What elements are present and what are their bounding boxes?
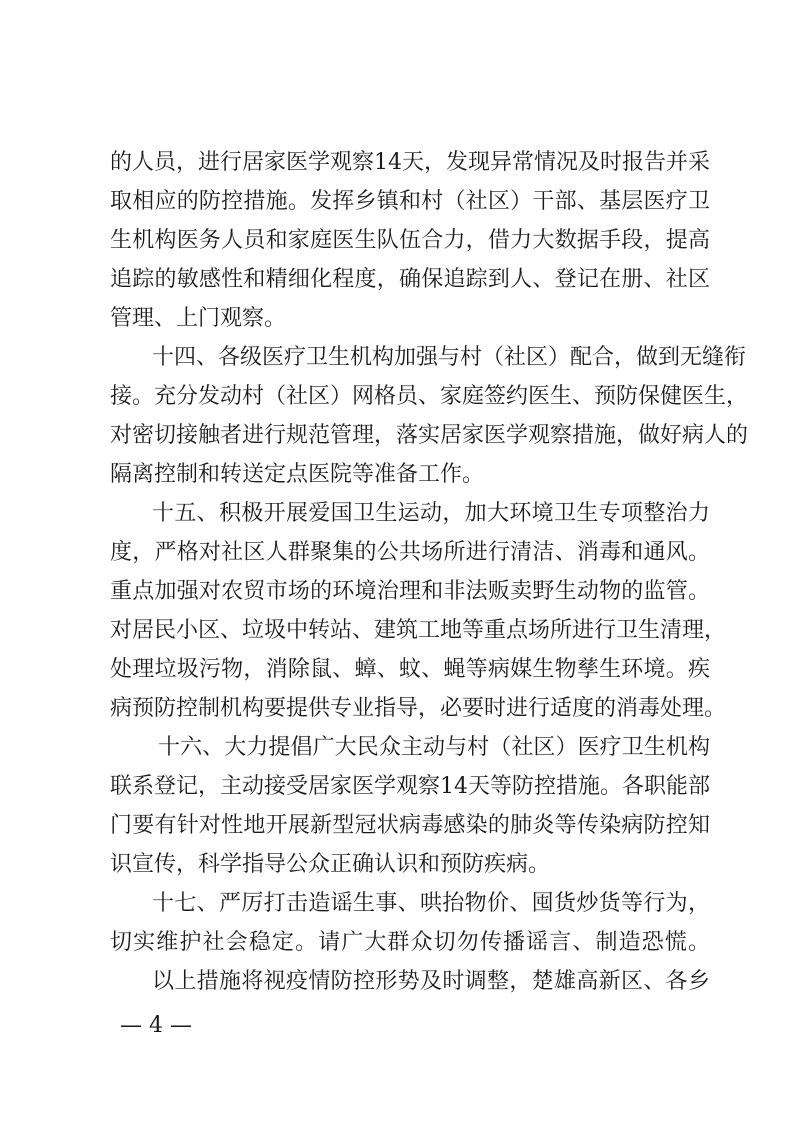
text-line: 重点加强对农贸市场的环境治理和非法贩卖野生动物的监管。 <box>110 579 710 604</box>
text-line: 对密切接触者进行规范管理，落实居家医学观察措施，做好病人的 <box>110 423 749 448</box>
paragraph-heading-line: 十四、各级医疗卫生机构加强与村（社区）配合，做到无缝衔 <box>152 345 747 370</box>
paragraph-heading-line: 以上措施将视疫情防控形势及时调整，楚雄高新区、各乡 <box>152 969 710 994</box>
paragraph-heading-line: 十五、积极开展爱国卫生运动，加大环境卫生专项整治力 <box>152 501 710 526</box>
paragraph-heading-line: 十六、大力提倡广大民众主动与村（社区）医疗卫生机构 <box>158 735 710 760</box>
text-line: 取相应的防控措施。发挥乡镇和村（社区）干部、基层医疗卫 <box>110 189 710 214</box>
text-line: 的人员，进行居家医学观察14天，发现异常情况及时报告并采 <box>110 150 710 175</box>
text-line: 识宣传，科学指导公众正确认识和预防疾病。 <box>110 852 551 877</box>
text-line: 追踪的敏感性和精细化程度，确保追踪到人、登记在册、社区 <box>110 267 710 292</box>
text-line: 处理垃圾污物，消除鼠、蟑、蚊、蝇等病媒生物孳生环境。疾 <box>110 657 710 682</box>
text-line: 病预防控制机构要提供专业指导，必要时进行适度的消毒处理。 <box>110 696 727 721</box>
text-line: 对居民小区、垃圾中转站、建筑工地等重点场所进行卫生清理， <box>110 618 727 643</box>
text-line: 生机构医务人员和家庭医生队伍合力，借力大数据手段，提高 <box>110 228 710 253</box>
text-line: 切实维护社会稳定。请广大群众切勿传播谣言、制造恐慌。 <box>110 930 710 955</box>
text-line: 隔离控制和转送定点医院等准备工作。 <box>110 462 485 487</box>
paragraph-heading-line: 十七、严厉打击造谣生事、哄抬物价、囤货炒货等行为， <box>152 891 710 916</box>
text-line: 管理、上门观察。 <box>110 306 287 331</box>
page-number: — 4 — <box>120 1013 192 1038</box>
text-line: 联系登记，主动接受居家医学观察14天等防控措施。各职能部 <box>110 774 710 799</box>
text-line: 接。充分发动村（社区）网格员、家庭签约医生、预防保健医生， <box>110 384 749 409</box>
text-line: 门要有针对性地开展新型冠状病毒感染的肺炎等传染病防控知 <box>110 813 710 838</box>
text-line: 度，严格对社区人群聚集的公共场所进行清洁、消毒和通风。 <box>110 540 710 565</box>
